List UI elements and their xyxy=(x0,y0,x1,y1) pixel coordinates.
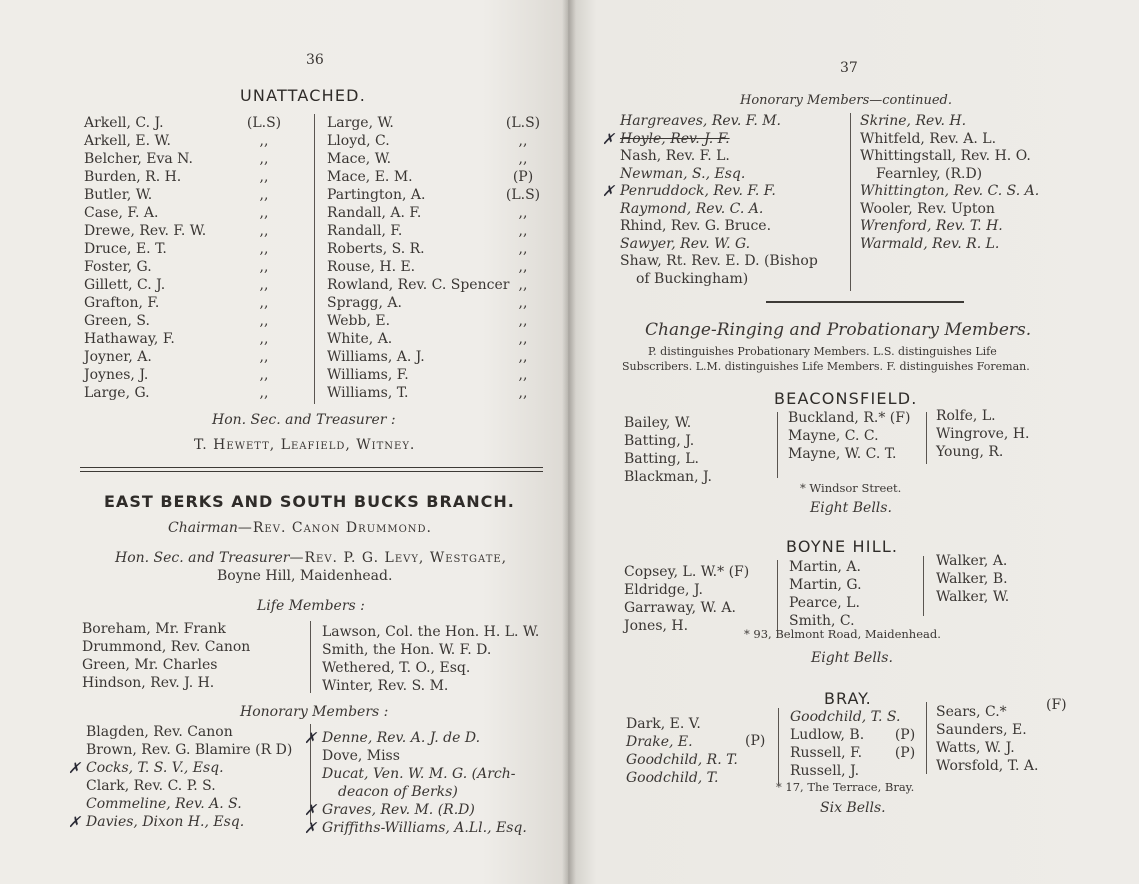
bray-col1 xyxy=(626,715,776,787)
ringer xyxy=(790,726,925,744)
member-entry xyxy=(327,276,528,294)
ringer: Buckland, R.* (F) xyxy=(788,410,911,426)
unattached-sec-label: Hon. Sec. and Treasurer : xyxy=(212,412,396,428)
member-name: Large, G. xyxy=(84,385,150,401)
column-divider xyxy=(926,412,927,464)
life-member: Smith, the Hon. W. F. D. xyxy=(322,642,492,658)
life-member: Hindson, Rev. J. H. xyxy=(82,675,215,691)
member-mark: ,, xyxy=(518,313,528,329)
column-divider xyxy=(850,113,851,291)
member-name: Rouse, H. E. xyxy=(327,259,416,275)
ringer: Pearce, L. xyxy=(789,595,860,611)
member-entry xyxy=(327,186,541,204)
member-entry xyxy=(84,294,274,312)
ringer: Goodchild, R. T. xyxy=(626,752,738,768)
book-gutter xyxy=(562,0,576,884)
ringer xyxy=(790,744,925,762)
honorary-member: Hargreaves, Rev. F. M. xyxy=(620,113,782,129)
member-mark: ,, xyxy=(518,385,528,401)
member-mark: ,, xyxy=(259,169,269,185)
life-member: Winter, Rev. S. M. xyxy=(322,678,449,694)
column-divider xyxy=(314,114,315,404)
member-entry xyxy=(327,240,528,258)
member-mark: ,, xyxy=(518,223,528,239)
life-member: Wethered, T. O., Esq. xyxy=(322,660,471,676)
member-entry xyxy=(327,294,528,312)
ringer: Walker, W. xyxy=(936,589,1010,605)
member-name: Burden, R. H. xyxy=(84,169,182,185)
ringer-mark: (P) xyxy=(894,745,916,761)
bray-heading: BRAY. xyxy=(824,689,872,708)
member-name: Randall, A. F. xyxy=(327,205,422,221)
member-entry xyxy=(327,204,528,222)
honorary-member: Griffiths-Williams, A.Ll., Esq. ✗ xyxy=(304,819,527,837)
member-mark: ,, xyxy=(259,187,269,203)
life-members-col2 xyxy=(322,623,552,695)
unattached-sec-name: T. Hewett, Leafield, Witney. xyxy=(194,437,416,453)
member-mark: (L.S) xyxy=(505,187,541,203)
double-rule-bottom xyxy=(80,471,543,472)
member-entry xyxy=(84,366,274,384)
ringer: Smith, C. xyxy=(789,613,855,629)
ringer: Blackman, J. xyxy=(624,469,712,485)
handwritten-cross-mark: ✗ xyxy=(68,813,81,831)
member-entry xyxy=(327,114,541,132)
beaconsfield-address: * Windsor Street. xyxy=(800,481,902,495)
member-mark: ,, xyxy=(259,277,269,293)
beaconsfield-heading: BEACONSFIELD. xyxy=(774,389,918,408)
honorary-continued-heading: Honorary Members—continued. xyxy=(740,93,953,108)
member-name: Druce, E. T. xyxy=(84,241,167,257)
right-page xyxy=(568,0,1139,884)
member-mark: ,, xyxy=(518,349,528,365)
member-mark: (L.S) xyxy=(505,115,541,131)
member-mark: (L.S) xyxy=(246,115,282,131)
ringer: Walker, B. xyxy=(936,571,1008,587)
honorary-continued-col2 xyxy=(860,113,1060,253)
member-name: Gillett, C. J. xyxy=(84,277,166,293)
ringer xyxy=(790,708,925,726)
life-members-heading: Life Members : xyxy=(257,598,365,614)
ringer: Martin, A. xyxy=(789,559,861,575)
bray-address: * 17, The Terrace, Bray. xyxy=(776,780,915,794)
column-divider xyxy=(310,621,311,693)
member-mark: ,, xyxy=(259,367,269,383)
member-mark: ,, xyxy=(259,349,269,365)
left-page xyxy=(0,0,568,884)
member-name: White, A. xyxy=(327,331,393,347)
member-mark: ,, xyxy=(259,205,269,221)
honorary-member: Hoyle, Rev. J. F. ✗ xyxy=(602,129,730,148)
member-name: Partington, A. xyxy=(327,187,426,203)
honorary-member: Wrenford, Rev. T. H. xyxy=(860,218,1003,234)
honorary-member: Commeline, Rev. A. S. xyxy=(86,796,242,812)
member-mark: ,, xyxy=(518,331,528,347)
member-name: Roberts, S. R. xyxy=(327,241,425,257)
member-entry xyxy=(84,132,274,150)
member-name: Arkell, E. W. xyxy=(84,133,171,149)
member-entry xyxy=(327,384,528,402)
member-name: Hathaway, F. xyxy=(84,331,175,347)
beaconsfield-col3 xyxy=(936,407,1056,461)
honorary-members-heading: Honorary Members : xyxy=(240,704,389,720)
member-mark: ,, xyxy=(518,277,528,293)
life-member: Boreham, Mr. Frank xyxy=(82,621,226,637)
member-entry xyxy=(327,366,528,384)
member-name: Grafton, F. xyxy=(84,295,160,311)
page-number: 37 xyxy=(840,60,858,76)
member-name: Lloyd, C. xyxy=(327,133,390,149)
honorary-member: Newman, S., Esq. xyxy=(620,165,746,182)
bray-bells: Six Bells. xyxy=(820,800,886,816)
ringer-name: Russell, J. xyxy=(790,763,860,779)
member-entry xyxy=(327,258,528,276)
life-members-col1 xyxy=(82,620,282,692)
life-member: Green, Mr. Charles xyxy=(82,657,218,673)
member-mark: ,, xyxy=(259,295,269,311)
honorary-member: Skrine, Rev. H. xyxy=(860,113,967,129)
handwritten-cross-mark: ✗ xyxy=(304,729,317,747)
honorary-member: Blagden, Rev. Canon xyxy=(86,724,233,740)
member-mark: ,, xyxy=(259,385,269,401)
chairman-line xyxy=(168,520,432,536)
ringer: Batting, L. xyxy=(624,451,699,467)
handwritten-cross-mark: ✗ xyxy=(602,129,615,148)
boyne-hill-heading: BOYNE HILL. xyxy=(786,537,899,556)
legend-line-1: P. distinguishes Probationary Members. L.S. distinguishes Life xyxy=(648,345,997,358)
legend-line-2: Subscribers. L.M. distinguishes Life Members. F. distinguishes Foreman. xyxy=(622,360,1030,373)
member-name: Williams, A. J. xyxy=(327,349,425,365)
member-name: Williams, F. xyxy=(327,367,409,383)
member-mark: ,, xyxy=(518,133,528,149)
member-entry xyxy=(84,348,274,366)
honorary-member: of Buckingham) xyxy=(636,270,749,287)
honorary-member: Denne, Rev. A. J. de D. ✗ xyxy=(304,729,481,747)
ringer: Wingrove, H. xyxy=(936,426,1030,442)
honorary-member: Nash, Rev. F. L. xyxy=(620,148,730,164)
boyne-hill-col2 xyxy=(789,558,919,630)
member-mark: ,, xyxy=(518,295,528,311)
member-name: Webb, E. xyxy=(327,313,391,329)
honorary-member: Clark, Rev. C. P. S. xyxy=(86,778,216,794)
member-name: Large, W. xyxy=(327,115,394,131)
ringer: Young, R. xyxy=(936,444,1004,460)
bray-probationary-mark: (P) xyxy=(745,733,766,749)
member-entry xyxy=(84,312,274,330)
member-mark: ,, xyxy=(518,367,528,383)
member-entry xyxy=(327,330,528,348)
chairman-label: Chairman xyxy=(168,520,238,536)
handwritten-cross-mark: ✗ xyxy=(304,801,317,819)
column-divider xyxy=(926,702,927,774)
ringer: Goodchild, T. xyxy=(626,770,719,786)
ringer-name: Russell, F. xyxy=(790,745,863,761)
section-rule xyxy=(766,301,964,303)
member-entry xyxy=(327,132,528,150)
column-divider xyxy=(777,412,778,478)
ringer: Saunders, E. xyxy=(936,722,1027,738)
honorary-member: Dove, Miss xyxy=(322,748,400,764)
column-divider xyxy=(923,556,924,616)
ringer: Walker, A. xyxy=(936,553,1008,569)
member-name: Joyner, A. xyxy=(84,349,152,365)
boyne-hill-address: * 93, Belmont Road, Maidenhead. xyxy=(744,627,941,641)
ringer-name: Goodchild, T. S. xyxy=(790,709,901,725)
member-name: Williams, T. xyxy=(327,385,409,401)
beaconsfield-bells: Eight Bells. xyxy=(810,500,892,516)
branch-sec-line xyxy=(115,550,507,566)
ringer: Drake, E. xyxy=(626,734,693,750)
member-entry xyxy=(84,150,274,168)
member-entry xyxy=(327,348,528,366)
honorary-member: Whittingstall, Rev. H. O. xyxy=(860,148,1031,164)
chairman-name: —Rev. Canon Drummond. xyxy=(237,520,433,536)
honorary-member: deacon of Berks) xyxy=(338,784,458,800)
member-entry xyxy=(84,186,274,204)
honorary-member: Davies, Dixon H., Esq. ✗ xyxy=(68,813,245,831)
honorary-member: Raymond, Rev. C. A. xyxy=(620,200,764,217)
unattached-heading: UNATTACHED. xyxy=(240,86,366,105)
member-name: Belcher, Eva N. xyxy=(84,151,193,167)
member-entry xyxy=(84,114,282,132)
member-entry xyxy=(84,276,274,294)
handwritten-cross-mark: ✗ xyxy=(602,182,615,200)
member-mark: ,, xyxy=(518,151,528,167)
member-name: Mace, W. xyxy=(327,151,392,167)
member-entry xyxy=(84,222,274,240)
boyne-hill-col3 xyxy=(936,552,1056,606)
member-name: Drewe, Rev. F. W. xyxy=(84,223,207,239)
honorary-member: Rhind, Rev. G. Bruce. xyxy=(620,218,772,234)
honorary-member: Fearnley, (R.D) xyxy=(876,165,983,182)
member-name: Case, F. A. xyxy=(84,205,159,221)
member-name: Joynes, J. xyxy=(84,367,149,383)
member-mark: ,, xyxy=(259,241,269,257)
member-mark: ,, xyxy=(259,133,269,149)
member-mark: ,, xyxy=(259,331,269,347)
member-entry xyxy=(84,204,274,222)
ringer xyxy=(790,762,925,780)
honorary-member: Penruddock, Rev. F. F. ✗ xyxy=(602,182,776,200)
honorary-member: Wooler, Rev. Upton xyxy=(860,200,995,217)
ringer: Garraway, W. A. xyxy=(624,600,736,616)
member-entry xyxy=(327,222,528,240)
ringer: Mayne, W. C. T. xyxy=(788,446,897,462)
honorary-member: Ducat, Ven. W. M. G. (Arch- xyxy=(322,766,516,782)
ringer: Watts, W. J. xyxy=(936,740,1015,756)
ringer: Bailey, W. xyxy=(624,415,692,431)
life-member: Drummond, Rev. Canon xyxy=(82,639,251,655)
member-name: Green, S. xyxy=(84,313,150,329)
ringer-name: Ludlow, B. xyxy=(790,727,865,743)
branch-sec-name: —Rev. P. G. Levy, Westgate, xyxy=(289,550,508,566)
member-name: Spragg, A. xyxy=(327,295,402,311)
member-entry xyxy=(84,258,274,276)
honorary-member: Cocks, T. S. V., Esq. ✗ xyxy=(68,759,224,777)
branch-sec-label: Hon. Sec. and Treasurer xyxy=(115,550,290,566)
page-number: 36 xyxy=(306,52,324,68)
member-name: Mace, E. M. xyxy=(327,169,413,185)
honorary-member: Brown, Rev. G. Blamire (R D) xyxy=(86,742,293,758)
ringer: Martin, G. xyxy=(789,577,862,593)
member-mark: ,, xyxy=(259,223,269,239)
ringer: Jones, H. xyxy=(624,618,689,634)
bray-foreman-mark: (F) xyxy=(1046,697,1067,713)
beaconsfield-col1 xyxy=(624,414,774,486)
honorary-member: Whitfeld, Rev. A. L. xyxy=(860,130,997,147)
member-mark: ,, xyxy=(259,313,269,329)
member-entry xyxy=(84,240,274,258)
honorary-col1 xyxy=(68,723,306,831)
branch-heading: EAST BERKS AND SOUTH BUCKS BRANCH. xyxy=(104,492,515,511)
ringer: Batting, J. xyxy=(624,433,695,449)
member-entry xyxy=(327,150,528,168)
ringer: Worsfold, T. A. xyxy=(936,758,1039,774)
bray-col2 xyxy=(790,708,925,780)
ringer: Mayne, C. C. xyxy=(788,428,879,444)
member-entry xyxy=(84,384,274,402)
ringer: Sears, C.* xyxy=(936,704,1007,720)
member-name: Butler, W. xyxy=(84,187,153,203)
member-mark: ,, xyxy=(518,205,528,221)
member-mark: ,, xyxy=(518,241,528,257)
change-ringing-heading: Change-Ringing and Probationary Members. xyxy=(645,320,1032,340)
member-mark: ,, xyxy=(259,151,269,167)
member-name: Foster, G. xyxy=(84,259,152,275)
honorary-member: Sawyer, Rev. W. G. xyxy=(620,235,751,252)
honorary-member: Warmald, Rev. R. L. xyxy=(860,235,1000,252)
member-name: Arkell, C. J. xyxy=(84,115,164,131)
ringer: Copsey, L. W.* (F) xyxy=(624,564,750,580)
honorary-member: Graves, Rev. M. (R.D) ✗ xyxy=(304,801,475,819)
branch-sec-address: Boyne Hill, Maidenhead. xyxy=(217,568,393,584)
ringer: Eldridge, J. xyxy=(624,582,703,598)
handwritten-cross-mark: ✗ xyxy=(68,759,81,777)
honorary-member: Whittington, Rev. C. S. A. xyxy=(860,183,1040,199)
bray-col3 xyxy=(936,703,1056,775)
column-divider xyxy=(778,708,779,784)
honorary-col2 xyxy=(304,729,562,837)
handwritten-cross-mark: ✗ xyxy=(304,819,317,837)
member-entry xyxy=(84,330,274,348)
unattached-col2 xyxy=(327,114,541,402)
member-entry xyxy=(327,312,528,330)
member-name: Rowland, Rev. C. Spencer xyxy=(327,277,510,293)
member-entry xyxy=(84,168,274,186)
honorary-member: Shaw, Rt. Rev. E. D. (Bishop xyxy=(620,253,818,269)
honorary-continued-col1 xyxy=(602,113,850,288)
member-entry xyxy=(327,168,534,186)
ringer: Dark, E. V. xyxy=(626,716,701,732)
boyne-hill-col1 xyxy=(624,563,774,635)
double-rule-top xyxy=(80,467,543,468)
unattached-col1 xyxy=(84,114,282,402)
member-mark: ,, xyxy=(518,259,528,275)
ringer: Rolfe, L. xyxy=(936,408,996,424)
boyne-hill-bells: Eight Bells. xyxy=(811,650,893,666)
life-member: Lawson, Col. the Hon. H. L. W. xyxy=(322,624,540,640)
member-mark: ,, xyxy=(259,259,269,275)
member-mark: (P) xyxy=(512,169,534,185)
member-name: Randall, F. xyxy=(327,223,403,239)
beaconsfield-col2 xyxy=(788,409,928,463)
ringer-mark: (P) xyxy=(894,727,916,743)
column-divider xyxy=(777,560,778,630)
